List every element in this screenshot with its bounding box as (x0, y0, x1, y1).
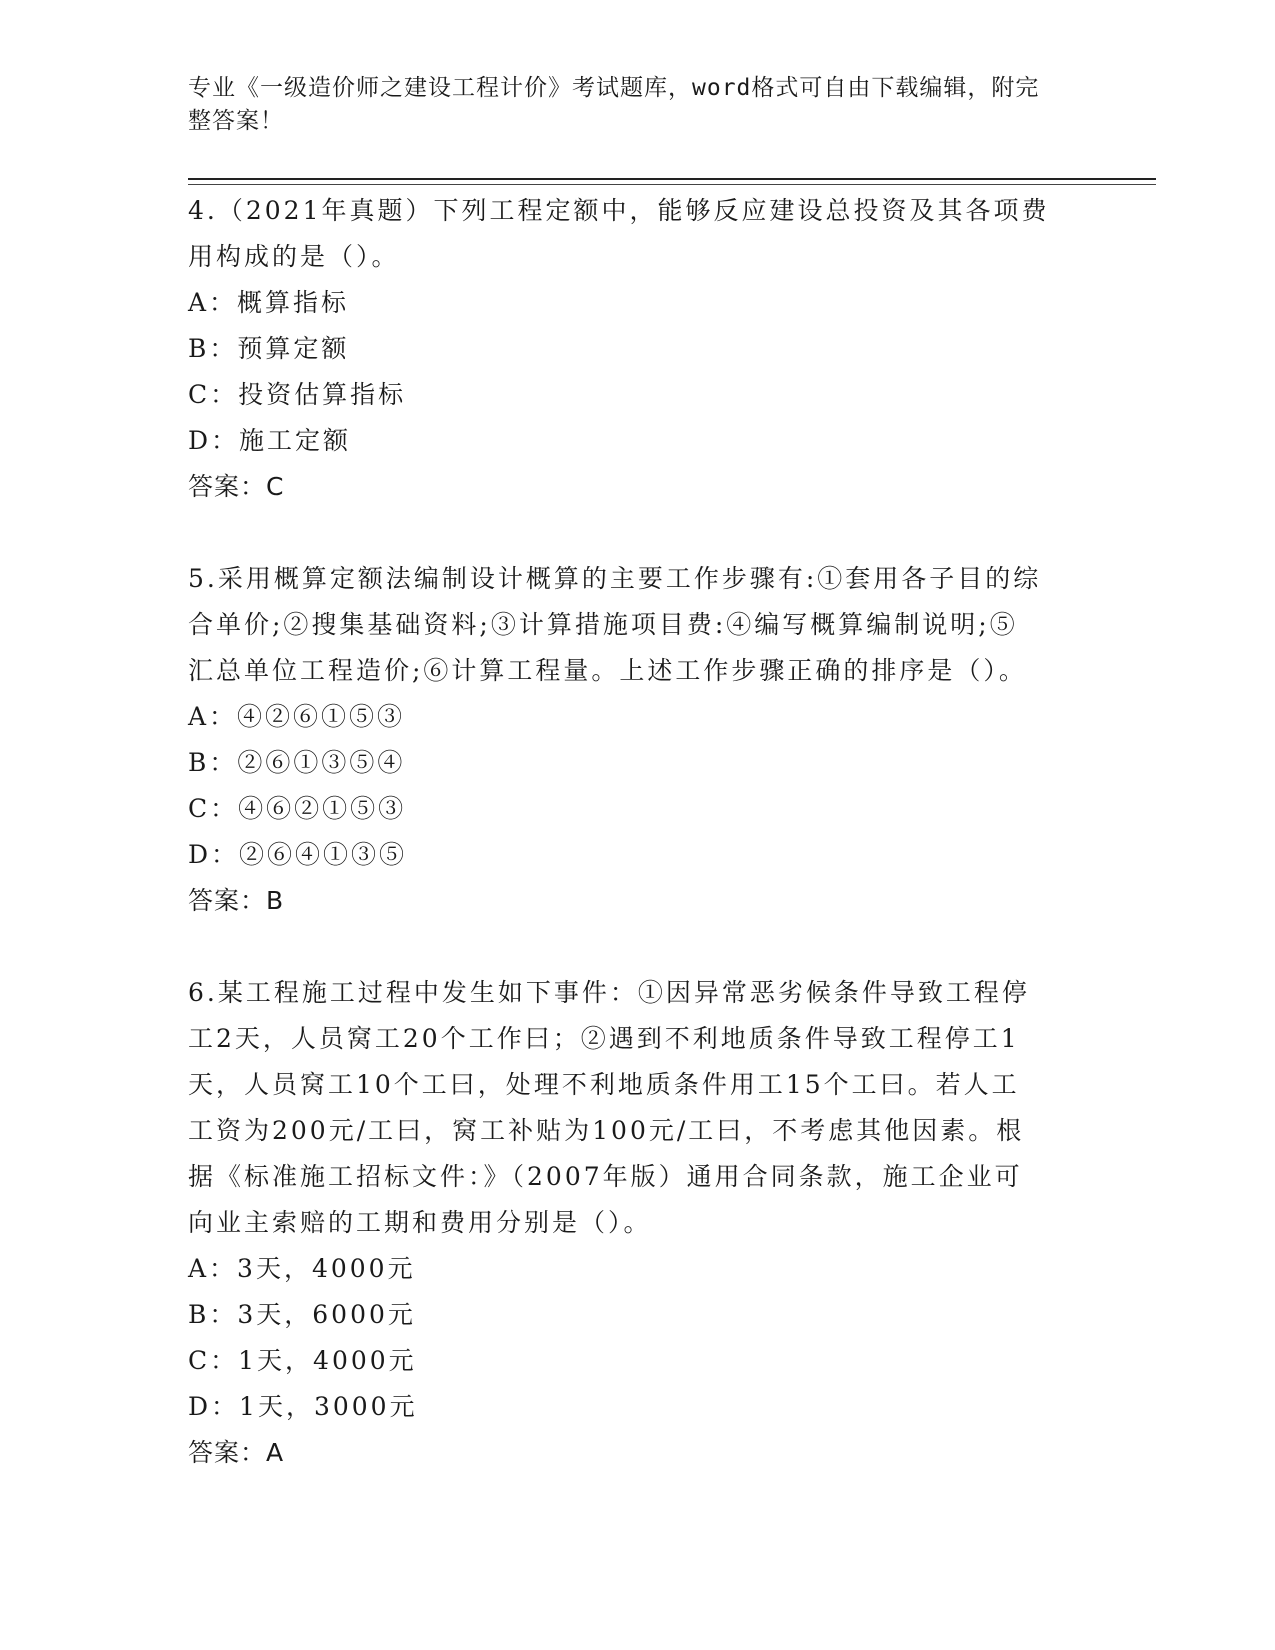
question-stem-line: 天，人员窝工10个工曰，处理不利地质条件用工15个工曰。若人工 (188, 1070, 1020, 1099)
option-b: B：②⑥①③⑤④ (188, 748, 406, 777)
question-spacer (188, 510, 1088, 556)
question-list (188, 188, 1088, 1476)
question-stem-line: 用构成的是（）。 (188, 242, 400, 271)
header-line-1: 专业《一级造价师之建设工程计价》考试题库，word格式可自由下载编辑，附完 (188, 75, 1040, 101)
question-stem-line: 6.某工程施工过程中发生如下事件：①因异常恶劣候条件导致工程停 (188, 978, 1030, 1007)
question-stem-line: 工2天，人员窝工20个工作曰；②遇到不利地质条件导致工程停工1 (188, 1024, 1020, 1053)
header-line-2: 整答案！ (188, 108, 284, 134)
question-stem-line: 5.采用概算定额法编制设计概算的主要工作步骤有:①套用各子目的综 (188, 564, 1042, 593)
answer-line: 答案：A (188, 1438, 285, 1467)
question-stem-line: 合单价;②搜集基础资料;③计算措施项目费:④编写概算编制说明;⑤ (188, 610, 1018, 639)
header-divider-thick (188, 178, 1156, 180)
question-5 (188, 556, 1088, 924)
question-stem-line: 据《标准施工招标文件：》（2007年版）通用合同条款，施工企业可 (188, 1162, 1023, 1191)
question-stem-line: 汇总单位工程造价;⑥计算工程量。上述工作步骤正确的排序是（）。 (188, 656, 1027, 685)
option-b: B：预算定额 (188, 334, 350, 363)
option-a: A：3天，4000元 (188, 1254, 416, 1283)
option-a: A：④②⑥①⑤③ (188, 702, 406, 731)
question-6 (188, 970, 1088, 1476)
answer-line: 答案：C (188, 472, 285, 501)
question-4 (188, 188, 1088, 510)
option-c: C：投资估算指标 (188, 380, 407, 409)
answer-line: 答案：B (188, 886, 285, 915)
option-d: D：施工定额 (188, 426, 352, 455)
question-stem-line: 工资为200元/工曰，窝工补贴为100元/工曰，不考虑其他因素。根 (188, 1116, 1025, 1145)
header-divider-thin (188, 184, 1156, 185)
question-stem-line: 向业主索赔的工期和费用分别是（）。 (188, 1208, 652, 1237)
option-d: D：1天，3000元 (188, 1392, 418, 1421)
option-c: C：④⑥②①⑤③ (188, 794, 407, 823)
option-a: A：概算指标 (188, 288, 350, 317)
option-b: B：3天，6000元 (188, 1300, 416, 1329)
question-spacer (188, 924, 1088, 970)
option-d: D：②⑥④①③⑤ (188, 840, 408, 869)
question-stem-line: 4.（2021年真题）下列工程定额中，能够反应建设总投资及其各项费 (188, 196, 1050, 225)
document-header (188, 72, 1068, 138)
option-c: C：1天，4000元 (188, 1346, 417, 1375)
